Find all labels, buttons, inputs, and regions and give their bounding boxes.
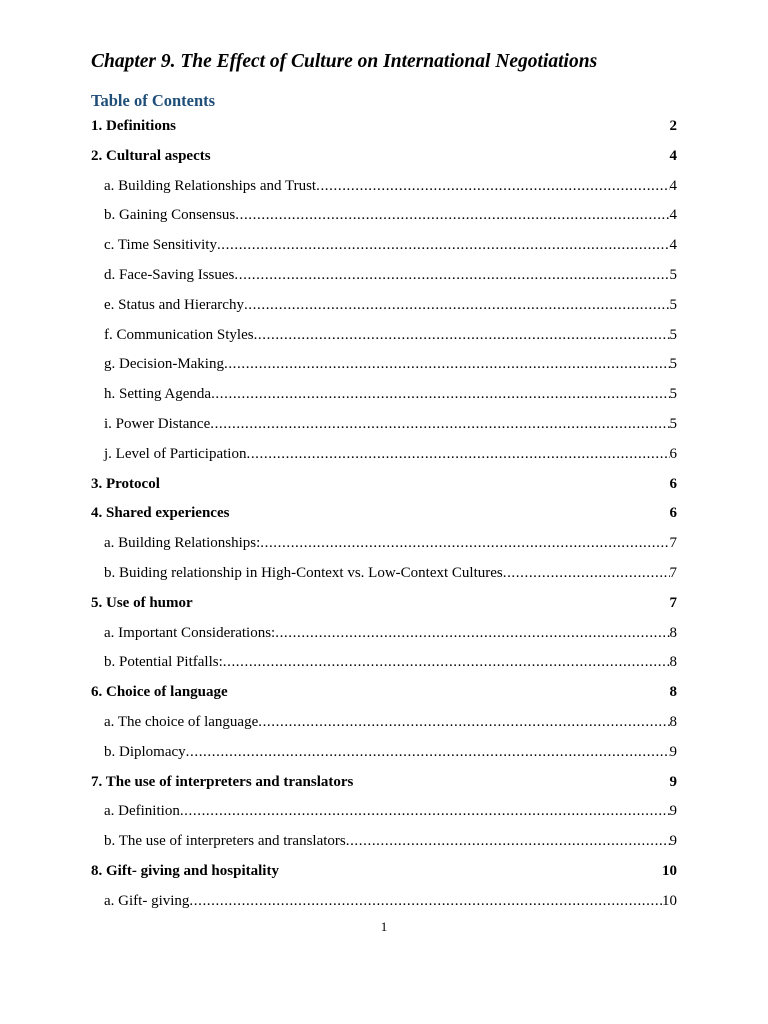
- toc-page-number: 5: [669, 356, 677, 373]
- toc-entry-label: a. The choice of language: [104, 714, 259, 730]
- toc-entry[interactable]: [91, 765, 677, 791]
- toc-entry[interactable]: [91, 854, 677, 880]
- toc-page-number: 5: [669, 296, 677, 313]
- toc-entry-label: 4. Shared experiences: [91, 505, 230, 522]
- toc-entry[interactable]: [91, 586, 677, 612]
- toc-page-number: 7: [669, 594, 677, 611]
- toc-entry-label: a. Important Considerations:: [104, 624, 276, 641]
- toc-dot-leader: [217, 236, 670, 254]
- toc-entry-label: 5. Use of humor: [91, 594, 193, 611]
- toc-subentry[interactable]: [104, 228, 677, 254]
- toc-page-number: 4: [669, 177, 677, 194]
- toc-page-number: 9: [669, 743, 677, 760]
- toc-dot-leader: [246, 445, 669, 463]
- toc-dot-leader: [503, 564, 670, 582]
- toc-entry-label: f. Communication Styles: [104, 326, 254, 343]
- toc-dot-leader: [254, 326, 670, 344]
- toc-page-number: 7: [669, 535, 677, 552]
- toc-dot-leader: [186, 743, 670, 761]
- toc-entry-label: d. Face-Saving Issues: [104, 267, 235, 283]
- toc-subentry[interactable]: [104, 645, 677, 671]
- toc-entry-label: h. Setting Agenda: [104, 386, 212, 403]
- toc-page-number: 5: [669, 326, 677, 343]
- toc-entry-label: 2. Cultural aspects: [91, 147, 211, 164]
- toc-page-number: 10: [662, 863, 677, 879]
- toc-entry[interactable]: [91, 109, 677, 135]
- toc-page-number: 9: [669, 833, 677, 850]
- toc-entry[interactable]: [91, 496, 677, 522]
- toc-subentry[interactable]: [104, 824, 677, 850]
- toc-page-number: 5: [669, 416, 677, 432]
- toc-entry-label: 1. Definitions: [91, 118, 177, 134]
- toc-heading: Table of Contents: [91, 91, 216, 110]
- toc-subentry[interactable]: [104, 318, 677, 344]
- toc-dot-leader: [223, 653, 670, 671]
- toc-subentry[interactable]: [104, 407, 677, 433]
- toc-entry-label: b. Buiding relationship in High-Context vs. Low-Context Cultures: [104, 565, 503, 581]
- toc-dot-leader: [210, 415, 669, 433]
- toc-dot-leader: [244, 296, 670, 314]
- toc-page-number: 4: [669, 147, 677, 164]
- toc-entry-label: 7. The use of interpreters and translators: [91, 773, 354, 790]
- toc-subentry[interactable]: [104, 377, 677, 403]
- toc-dot-leader: [189, 892, 662, 910]
- toc-entry-label: 8. Gift- giving and hospitality: [91, 863, 279, 879]
- toc-entry-label: g. Decision-Making: [104, 356, 224, 373]
- toc-dot-leader: [211, 385, 669, 403]
- toc-page-number: 6: [669, 475, 677, 492]
- toc-dot-leader: [224, 355, 670, 373]
- toc-page-number: 6: [669, 445, 677, 462]
- toc-entry-label: b. Gaining Consensus: [104, 207, 236, 224]
- toc-subentry[interactable]: [104, 794, 677, 820]
- page-number: 1: [380, 919, 388, 934]
- toc-page-number: 5: [669, 267, 677, 283]
- toc-page-number: 8: [669, 624, 677, 641]
- toc-subentry[interactable]: [104, 616, 677, 642]
- toc-dot-leader: [180, 802, 670, 820]
- toc-page-number: 7: [669, 565, 677, 581]
- toc-subentry[interactable]: [104, 884, 677, 910]
- toc-page-number: 10: [662, 892, 677, 909]
- toc-entry-label: b. Potential Pitfalls:: [104, 654, 223, 671]
- toc-dot-leader: [235, 206, 669, 224]
- toc-subentry[interactable]: [104, 437, 677, 463]
- toc-page-number: 8: [669, 654, 677, 671]
- toc-entry-label: j. Level of Participation: [104, 445, 247, 462]
- toc-subentry[interactable]: [104, 198, 677, 224]
- toc-page-number: 9: [669, 803, 677, 820]
- toc-dot-leader: [260, 534, 669, 552]
- toc-page-number: 5: [669, 386, 677, 403]
- toc-entry-label: b. Diplomacy: [104, 743, 186, 760]
- toc-dot-leader: [316, 177, 669, 195]
- toc-subentry[interactable]: [104, 258, 677, 284]
- toc-entry[interactable]: [91, 467, 677, 493]
- toc-page-number: 4: [669, 207, 677, 224]
- toc-entry-label: a. Building Relationships and Trust: [104, 177, 317, 194]
- toc-dot-leader: [258, 713, 669, 731]
- toc-page-number: 4: [669, 237, 677, 254]
- toc-entry-label: a. Definition: [104, 803, 180, 820]
- toc-entry[interactable]: [91, 139, 677, 165]
- toc-dot-leader: [275, 624, 669, 642]
- toc-subentry[interactable]: [104, 705, 677, 731]
- toc-entry-label: b. The use of interpreters and translators: [104, 833, 346, 850]
- toc-entry-label: a. Gift- giving: [104, 892, 190, 909]
- toc-page-number: 2: [669, 118, 677, 134]
- toc-subentry[interactable]: [104, 735, 677, 761]
- toc-subentry[interactable]: [104, 169, 677, 195]
- toc-entry-label: c. Time Sensitivity: [104, 237, 217, 254]
- toc-page-number: 6: [669, 505, 677, 522]
- toc-entry[interactable]: [91, 675, 677, 701]
- toc-subentry[interactable]: [104, 526, 677, 552]
- toc-page-number: 8: [669, 684, 677, 701]
- toc-entry-label: a. Building Relationships:: [104, 535, 261, 552]
- toc-entry-label: i. Power Distance: [104, 416, 211, 432]
- toc-subentry[interactable]: [104, 288, 677, 314]
- toc-dot-leader: [346, 832, 670, 850]
- toc-page-number: 8: [669, 714, 677, 730]
- toc-page-number: 9: [669, 773, 677, 790]
- toc-entry-label: e. Status and Hierarchy: [104, 296, 244, 313]
- toc-entry-label: 6. Choice of language: [91, 684, 228, 701]
- toc-entry-label: 3. Protocol: [91, 475, 160, 492]
- toc-subentry[interactable]: [104, 556, 677, 582]
- toc-dot-leader: [234, 266, 669, 284]
- toc-subentry[interactable]: [104, 347, 677, 373]
- chapter-title: Chapter 9. The Effect of Culture on International Negotiations: [91, 51, 598, 72]
